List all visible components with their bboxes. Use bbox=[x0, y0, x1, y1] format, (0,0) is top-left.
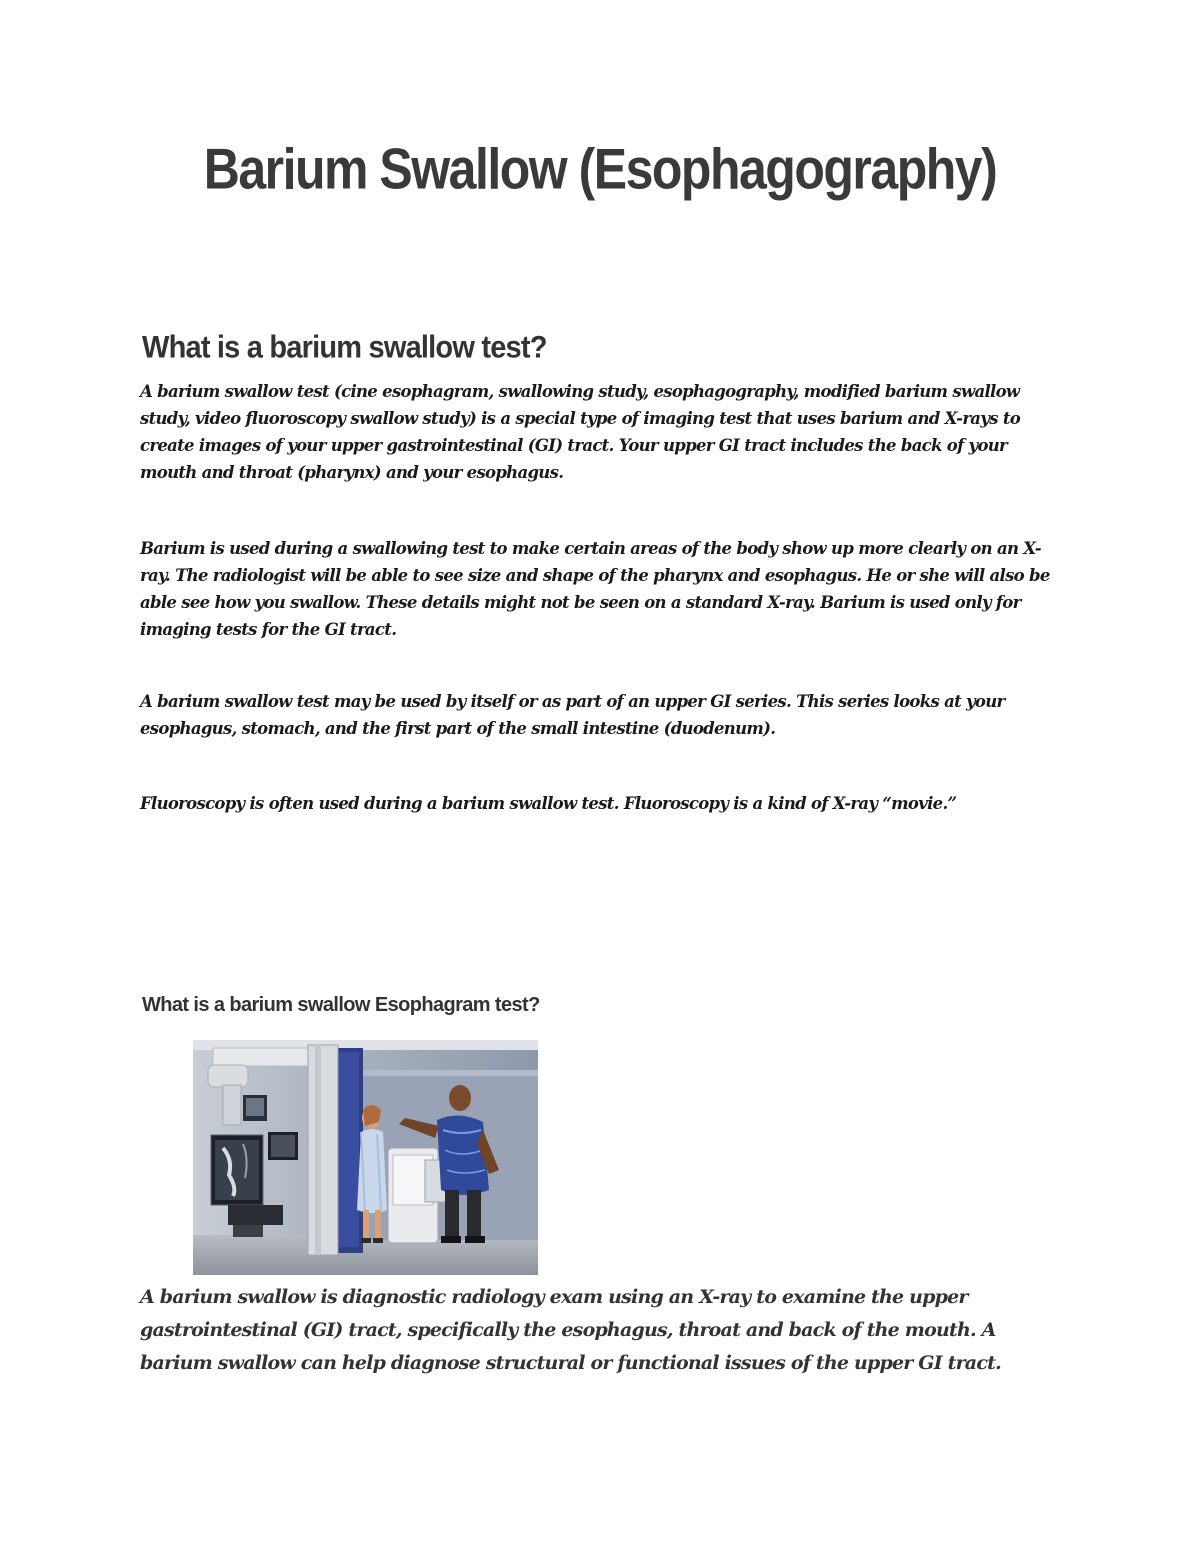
paragraph-barium-use: Barium is used during a swallowing test to make certain areas of the body show up more clearly on an X-ray. The radiologist will be able to see size and shape of the pharynx and esophagus. He or she will also be able see how you swallow. These details might not be seen on a standard X-ray. Barium is used only for imaging tests for the GI tract. bbox=[140, 539, 1050, 639]
page-title: Barium Swallow (Esophagography) bbox=[203, 136, 997, 202]
paragraph-definition: A barium swallow test (cine esophagram, swallowing study, esophagography, modified barium swallow study, video fluoroscopy swallow study) is a special type of imaging test that uses barium and X-rays to create images of your upper gastrointestinal (GI) tract. Your upper GI tract includes the back of your mouth and throat (pharynx) and your esophagus. bbox=[140, 382, 1021, 482]
section-heading-esophagram-test: What is a barium swallow Esophagram test? bbox=[142, 994, 540, 1016]
paragraph-fluoroscopy: Fluoroscopy is often used during a barium swallow test. Fluoroscopy is a kind of X-ray “movie.” bbox=[140, 794, 957, 813]
paragraph-esophagram-definition: A barium swallow is diagnostic radiology exam using an X-ray to examine the upper gastrointestinal (GI) tract, specifically the esophagus, throat and back of the mouth. A barium swallow can help diagnose structural or functional issues of the upper GI tract. bbox=[140, 1286, 1001, 1374]
radiology-room-photo bbox=[193, 1040, 538, 1275]
paragraph-upper-gi-series: A barium swallow test may be used by itself or as part of an upper GI series. This series looks at your esophagus, stomach, and the first part of the small intestine (duodenum). bbox=[140, 692, 1005, 738]
section-heading-barium-swallow-test: What is a barium swallow test? bbox=[142, 330, 547, 366]
